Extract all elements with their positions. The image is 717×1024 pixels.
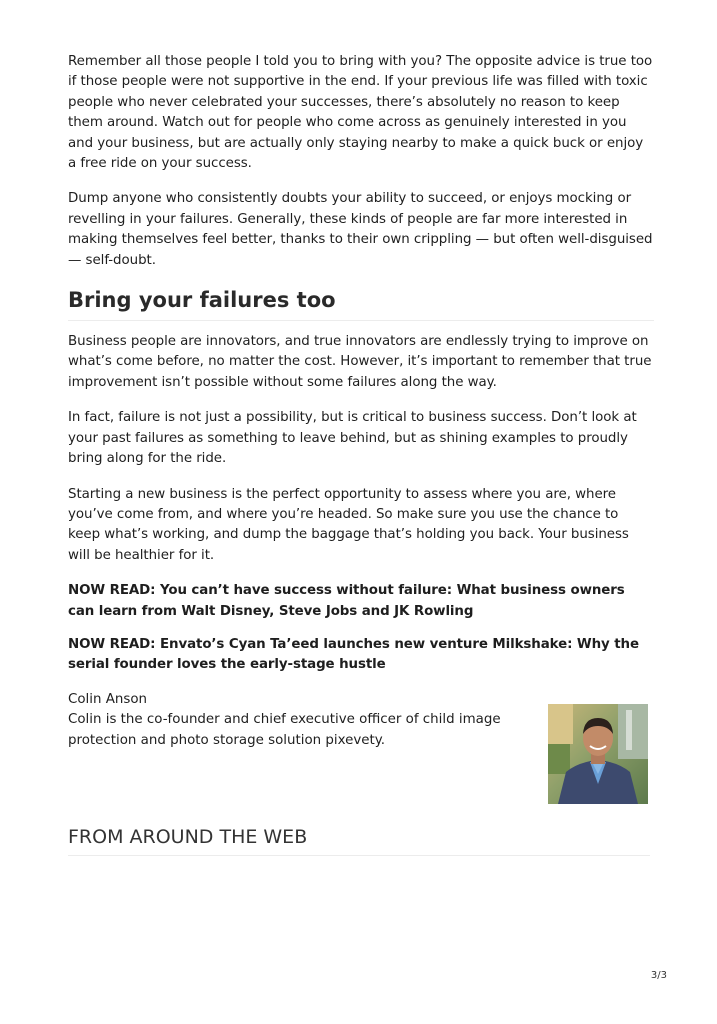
author-bio: Colin is the co-founder and chief executive officer of child image protection and photo storage solution pixevety. (68, 712, 501, 748)
page-number: 3/3 (650, 970, 667, 981)
from-around-the-web-heading: FROM AROUND THE WEB (68, 824, 650, 856)
section-heading: Bring your failures too (68, 286, 654, 321)
now-read-link[interactable]: NOW READ: You can’t have success without failure: What business owners can learn from Walt Disney, Steve Jobs and JK Rowling (68, 583, 625, 619)
now-read-link[interactable]: NOW READ: Envato’s Cyan Ta’eed launches new venture Milkshake: Why the serial founder loves the early-stage hustle (68, 636, 639, 673)
author-name: Colin Anson (68, 691, 148, 707)
paragraph: Dump anyone who consistently doubts your ability to succeed, or enjoys mocking or revelling in your failures. Generally, these kinds of people are far more interested in making themselves feel better, thanks to their own crippling — but often well-disguised — self-doubt. (68, 191, 653, 268)
paragraph: Remember all those people I told you to bring with you? The opposite advice is true too if those people were not supportive in the end. If your previous life was filled with toxic people who never celebrated your successes, there’s absolutely no reason to keep them around. Watch out for people who come across as genuinely interested in you and your business, but are actually only staying nearby to make a quick buck or enjoy a free ride on your success. (68, 54, 653, 172)
author-portrait-image (548, 704, 648, 804)
paragraph: Starting a new business is the perfect opportunity to assess where you are, where you’ve come from, and where you’re headed. So make sure you use the chance to keep what’s working, and dump the baggage that’s holding you back. Your business will be healthier for it. (68, 486, 629, 563)
author-box (68, 690, 654, 798)
article-body (68, 52, 654, 798)
paragraph: Business people are innovators, and true innovators are endlessly trying to improve on what’s come before, no matter the cost. However, it’s important to remember that true improvement isn’t possible without some failures along the way. (68, 334, 652, 390)
author-photo (548, 704, 648, 804)
paragraph: In fact, failure is not just a possibility, but is critical to business success. Don’t look at your past failures as something to leave behind, but as shining examples to proudly bring along for the ride. (68, 410, 637, 467)
